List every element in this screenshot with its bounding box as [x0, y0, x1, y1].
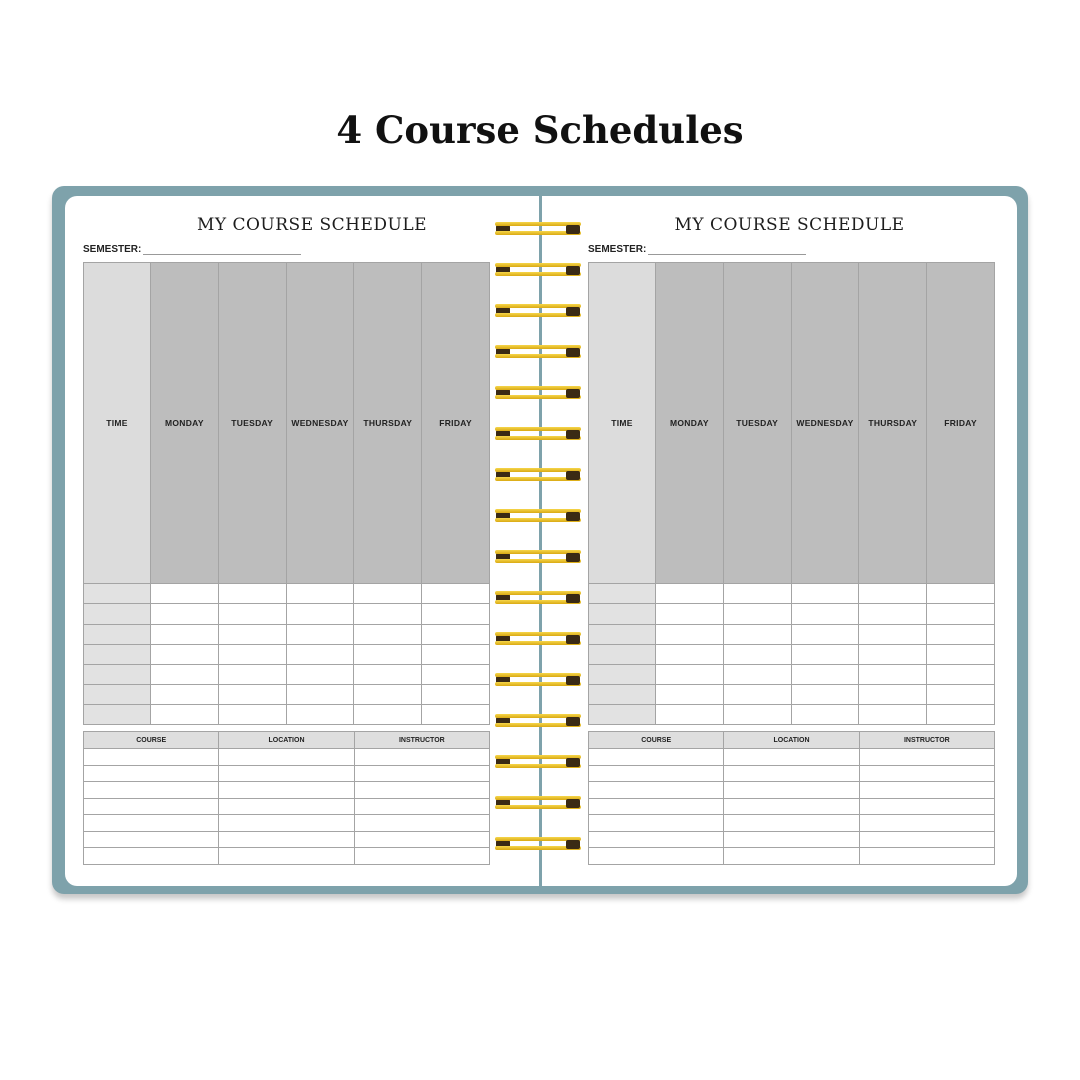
schedule-row [84, 704, 490, 724]
schedule-row [589, 684, 995, 704]
course-cell [589, 848, 724, 865]
page-title: MY COURSE SCHEDULE [196, 215, 428, 235]
course-cell [354, 815, 489, 832]
course-row [589, 765, 995, 782]
header-tuesday: TUESDAY [723, 263, 791, 584]
schedule-row [84, 644, 490, 664]
course-row [84, 749, 490, 766]
schedule-cell [218, 644, 286, 664]
schedule-cell [422, 664, 490, 684]
time-cell [84, 684, 151, 704]
schedule-cell [286, 704, 354, 724]
schedule-row [589, 584, 995, 604]
spiral-binding [494, 222, 584, 862]
schedule-cell [791, 704, 859, 724]
course-row [84, 848, 490, 865]
schedule-cell [151, 664, 219, 684]
schedule-cell [218, 604, 286, 624]
course-cell [589, 798, 724, 815]
schedule-cell [859, 604, 927, 624]
spiral-ring [494, 837, 582, 852]
schedule-cell [791, 604, 859, 624]
spiral-ring [494, 222, 582, 237]
binding-hole [566, 594, 580, 603]
binding-hole [566, 225, 580, 234]
schedule-row [84, 584, 490, 604]
schedule-cell [723, 684, 791, 704]
semester-field [588, 244, 806, 255]
schedule-cell [354, 684, 422, 704]
header-tuesday: TUESDAY [218, 263, 286, 584]
schedule-cell [927, 684, 995, 704]
course-cell [219, 798, 354, 815]
header-wednesday: WEDNESDAY [286, 263, 354, 584]
header-time: TIME [84, 263, 151, 584]
schedule-grid [83, 262, 490, 725]
course-cell [724, 798, 859, 815]
spiral-ring [494, 673, 582, 688]
schedule-cell [286, 644, 354, 664]
binding-hole [566, 307, 580, 316]
course-cell [84, 831, 219, 848]
course-cell [219, 848, 354, 865]
course-cell [219, 782, 354, 799]
schedule-cell [859, 664, 927, 684]
course-row [84, 765, 490, 782]
header-wednesday: WEDNESDAY [791, 263, 859, 584]
schedule-cell [656, 704, 724, 724]
schedule-cell [723, 604, 791, 624]
schedule-cell [151, 704, 219, 724]
schedule-grid [588, 262, 995, 725]
spiral-ring [494, 427, 582, 442]
schedule-cell [859, 684, 927, 704]
schedule-cell [656, 624, 724, 644]
schedule-cell [927, 664, 995, 684]
schedule-cell [723, 704, 791, 724]
schedule-cell [151, 684, 219, 704]
course-cell [84, 782, 219, 799]
schedule-cell [927, 624, 995, 644]
schedule-cell [354, 664, 422, 684]
course-row [84, 782, 490, 799]
schedule-row [84, 624, 490, 644]
spiral-ring [494, 591, 582, 606]
schedule-cell [723, 584, 791, 604]
course-cell [354, 765, 489, 782]
schedule-cell [286, 604, 354, 624]
schedule-cell [354, 704, 422, 724]
schedule-cell [656, 644, 724, 664]
header-thursday: THURSDAY [859, 263, 927, 584]
course-cell [84, 848, 219, 865]
spiral-ring [494, 714, 582, 729]
course-row [84, 815, 490, 832]
course-header-row [589, 732, 995, 749]
schedule-cell [791, 684, 859, 704]
schedule-cell [791, 664, 859, 684]
course-cell [219, 815, 354, 832]
schedule-cell [656, 604, 724, 624]
schedule-cell [791, 644, 859, 664]
course-header-row [84, 732, 490, 749]
schedule-cell [656, 584, 724, 604]
time-cell [84, 704, 151, 724]
course-cell [84, 798, 219, 815]
course-cell [354, 798, 489, 815]
course-row [589, 782, 995, 799]
schedule-cell [422, 704, 490, 724]
time-cell [589, 664, 656, 684]
schedule-row [84, 664, 490, 684]
course-table [588, 731, 995, 865]
spiral-ring [494, 345, 582, 360]
schedule-cell [286, 664, 354, 684]
course-row [589, 831, 995, 848]
schedule-cell [656, 684, 724, 704]
course-cell [84, 815, 219, 832]
schedule-cell [927, 644, 995, 664]
schedule-cell [354, 624, 422, 644]
semester-line [143, 246, 301, 255]
course-cell [589, 831, 724, 848]
binding-hole [566, 553, 580, 562]
schedule-cell [354, 644, 422, 664]
schedule-cell [791, 624, 859, 644]
header-friday: FRIDAY [927, 263, 995, 584]
schedule-cell [286, 684, 354, 704]
course-cell [589, 782, 724, 799]
header-friday: FRIDAY [422, 263, 490, 584]
schedule-cell [218, 664, 286, 684]
semester-field [83, 244, 301, 255]
binding-hole [566, 799, 580, 808]
time-cell [589, 624, 656, 644]
binding-hole [566, 389, 580, 398]
time-cell [84, 624, 151, 644]
schedule-row [589, 664, 995, 684]
schedule-row [84, 684, 490, 704]
binding-hole [566, 635, 580, 644]
schedule-row [589, 624, 995, 644]
course-row [589, 815, 995, 832]
schedule-cell [286, 624, 354, 644]
spiral-ring [494, 796, 582, 811]
binding-hole [566, 266, 580, 275]
schedule-cell [859, 624, 927, 644]
course-cell [724, 749, 859, 766]
spiral-ring [494, 632, 582, 647]
schedule-cell [859, 644, 927, 664]
header-instructor: INSTRUCTOR [859, 732, 994, 749]
time-cell [589, 684, 656, 704]
schedule-cell [723, 624, 791, 644]
header-course: COURSE [84, 732, 219, 749]
time-cell [84, 644, 151, 664]
schedule-cell [218, 704, 286, 724]
binding-hole [566, 430, 580, 439]
course-cell [724, 782, 859, 799]
schedule-cell [151, 604, 219, 624]
binding-hole [566, 717, 580, 726]
time-cell [589, 704, 656, 724]
semester-line [648, 246, 806, 255]
header-location: LOCATION [724, 732, 859, 749]
course-table [83, 731, 490, 865]
header-time: TIME [589, 263, 656, 584]
course-cell [354, 782, 489, 799]
schedule-cell [859, 584, 927, 604]
course-cell [724, 831, 859, 848]
course-cell [589, 765, 724, 782]
course-cell [859, 765, 994, 782]
course-cell [859, 749, 994, 766]
header-location: LOCATION [219, 732, 354, 749]
binding-hole [566, 758, 580, 767]
semester-label: SEMESTER: [83, 244, 142, 255]
header-monday: MONDAY [656, 263, 724, 584]
course-cell [724, 848, 859, 865]
course-row [84, 798, 490, 815]
schedule-cell [354, 604, 422, 624]
schedule-cell [422, 684, 490, 704]
schedule-cell [151, 624, 219, 644]
header-instructor: INSTRUCTOR [354, 732, 489, 749]
course-row [589, 848, 995, 865]
course-cell [84, 765, 219, 782]
schedule-cell [656, 664, 724, 684]
spiral-ring [494, 263, 582, 278]
binding-hole [566, 471, 580, 480]
header-thursday: THURSDAY [354, 263, 422, 584]
right-page [542, 196, 1017, 886]
course-cell [219, 749, 354, 766]
headline: 4 Course Schedules [336, 108, 744, 152]
spiral-ring [494, 755, 582, 770]
course-cell [354, 848, 489, 865]
schedule-cell [422, 644, 490, 664]
binding-hole [566, 348, 580, 357]
spiral-ring [494, 304, 582, 319]
spiral-ring [494, 509, 582, 524]
header-course: COURSE [589, 732, 724, 749]
time-cell [84, 604, 151, 624]
course-cell [859, 831, 994, 848]
spiral-ring [494, 468, 582, 483]
schedule-row [589, 704, 995, 724]
time-cell [84, 664, 151, 684]
page-title: MY COURSE SCHEDULE [674, 215, 905, 235]
course-cell [589, 749, 724, 766]
schedule-cell [218, 624, 286, 644]
schedule-cell [286, 584, 354, 604]
time-cell [84, 584, 151, 604]
schedule-cell [422, 624, 490, 644]
course-cell [859, 848, 994, 865]
course-cell [219, 831, 354, 848]
schedule-cell [422, 584, 490, 604]
binding-hole [566, 840, 580, 849]
schedule-cell [151, 584, 219, 604]
course-cell [724, 815, 859, 832]
time-cell [589, 604, 656, 624]
schedule-row [589, 604, 995, 624]
course-cell [219, 765, 354, 782]
time-cell [589, 644, 656, 664]
course-cell [84, 749, 219, 766]
course-cell [724, 765, 859, 782]
schedule-cell [422, 604, 490, 624]
spiral-ring [494, 386, 582, 401]
schedule-row [84, 604, 490, 624]
schedule-cell [927, 584, 995, 604]
course-cell [354, 749, 489, 766]
schedule-cell [218, 584, 286, 604]
semester-label: SEMESTER: [588, 244, 647, 255]
schedule-cell [723, 664, 791, 684]
time-cell [589, 584, 656, 604]
course-cell [354, 831, 489, 848]
course-cell [859, 798, 994, 815]
course-cell [859, 815, 994, 832]
schedule-cell [927, 704, 995, 724]
course-row [589, 798, 995, 815]
schedule-cell [791, 584, 859, 604]
schedule-cell [927, 604, 995, 624]
course-row [84, 831, 490, 848]
header-monday: MONDAY [151, 263, 219, 584]
spiral-ring [494, 550, 582, 565]
schedule-cell [723, 644, 791, 664]
schedule-cell [859, 704, 927, 724]
schedule-cell [151, 644, 219, 664]
left-page [65, 196, 539, 886]
course-cell [589, 815, 724, 832]
schedule-header-row [84, 263, 490, 584]
schedule-header-row [589, 263, 995, 584]
schedule-cell [218, 684, 286, 704]
schedule-cell [354, 584, 422, 604]
course-row [589, 749, 995, 766]
binding-hole [566, 512, 580, 521]
schedule-row [589, 644, 995, 664]
binding-hole [566, 676, 580, 685]
course-cell [859, 782, 994, 799]
